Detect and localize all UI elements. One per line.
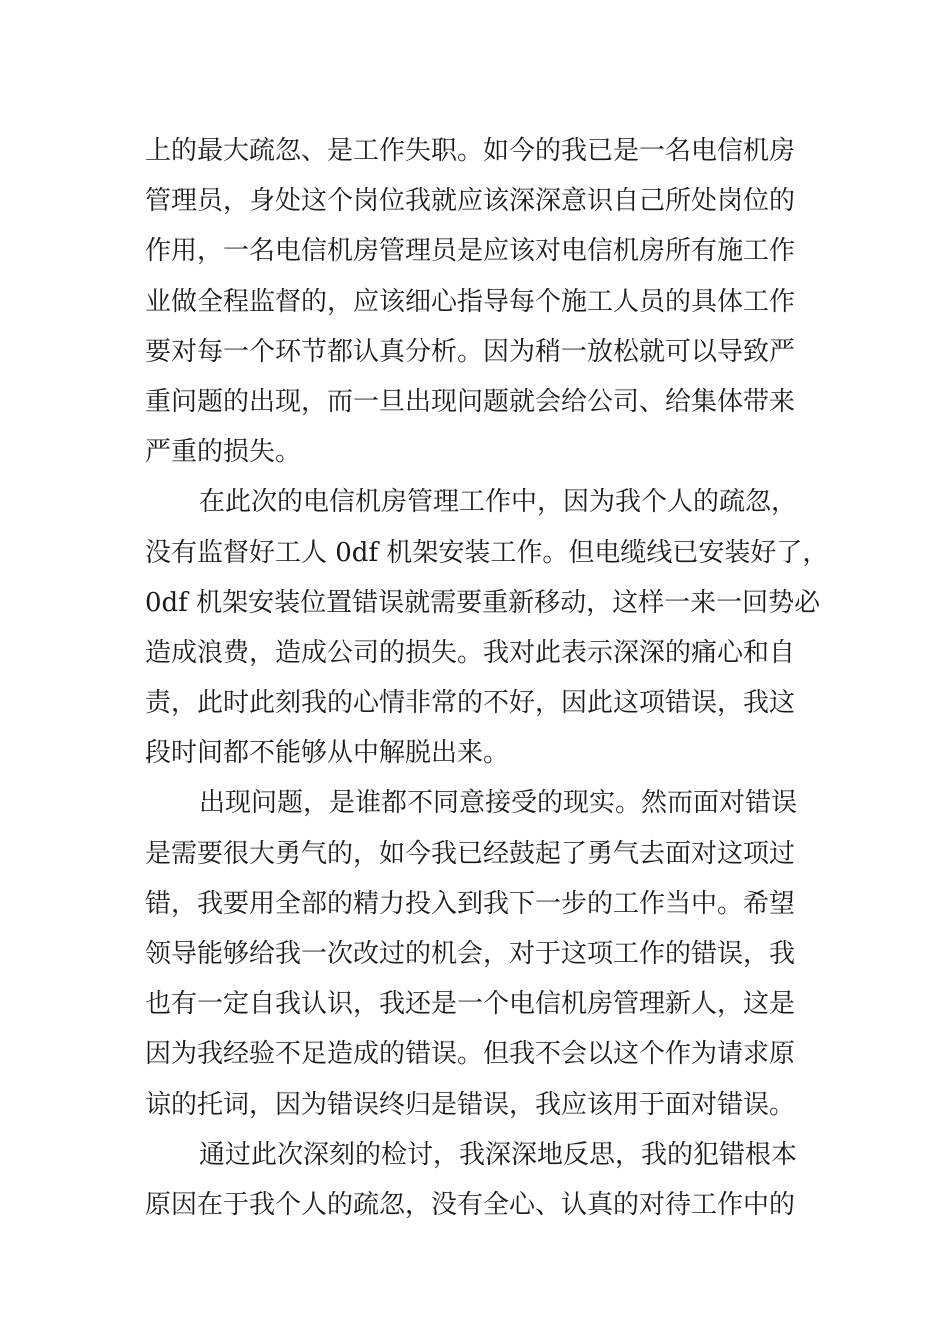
paragraph-first-line: 出现问题，是谁都不同意接受的现实。然而面对错误 [199,788,798,819]
text-line: 原因在于我个人的疏忽，没有全心、认真的对待工作中的 [145,1189,796,1220]
text-line: 作用，一名电信机房管理员是应该对电信机房所有施工作 [145,236,796,267]
text-line: 谅的托词，因为错误终归是错误，我应该用于面对错误。 [145,1089,796,1120]
text-line: 造成浪费，造成公司的损失。我对此表示深深的痛心和自 [145,637,796,668]
text-line: 没有监督好工人 0df 机架安装工作。但电缆线已安装好了， [145,537,829,568]
text-line: 0df 机架安装位置错误就需要重新移动，这样一来一回势必 [145,587,821,618]
text-line: 管理员，身处这个岗位我就应该深深意识自己所处岗位的 [145,186,796,217]
text-line: 严重的损失。 [145,437,302,468]
text-line: 上的最大疏忽、是工作失职。如今的我已是一名电信机房 [145,136,796,166]
paragraph-first-line: 通过此次深刻的检讨，我深深地反思，我的犯错根本 [199,1139,798,1170]
text-line: 段时间都不能够从中解脱出来。 [145,738,510,769]
text-line: 业做全程监督的，应该细心指导每个施工人员的具体工作 [145,286,796,317]
text-line: 错，我要用全部的精力投入到我下一步的工作当中。希望 [145,888,796,919]
text-line: 重问题的出现，而一旦出现问题就会给公司、给集体带来 [145,386,796,417]
text-line: 要对每一个环节都认真分析。因为稍一放松就可以导致严 [145,336,796,367]
text-line: 是需要很大勇气的，如今我已经鼓起了勇气去面对这项过 [145,838,796,869]
document-body-text [145,126,829,1230]
text-line: 责，此时此刻我的心情非常的不好，因此这项错误，我这 [145,688,796,719]
text-line: 也有一定自我认识，我还是一个电信机房管理新人，这是 [145,989,796,1020]
text-line: 因为我经验不足造成的错误。但我不会以这个作为请求原 [145,1039,796,1070]
text-line: 领导能够给我一次改过的机会，对于这项工作的错误，我 [145,939,796,969]
paragraph-first-line: 在此次的电信机房管理工作中，因为我个人的疏忽， [199,487,798,518]
